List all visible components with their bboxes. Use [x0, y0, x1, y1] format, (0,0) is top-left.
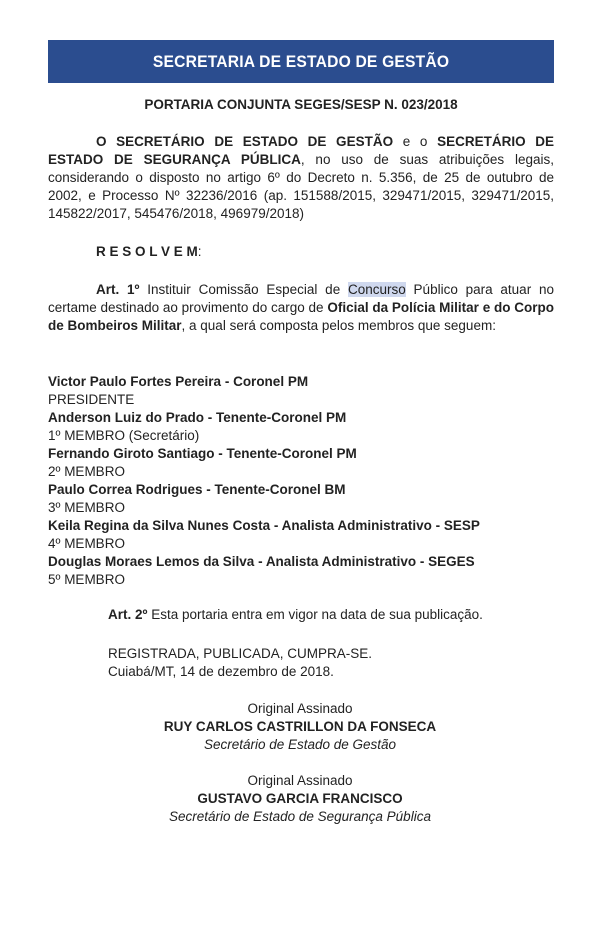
art1-text-a: Instituir Comissão Especial de [139, 282, 348, 297]
art2-label: Art. 2º [108, 607, 148, 622]
signature-name: GUSTAVO GARCIA FRANCISCO [197, 791, 403, 806]
member-name: Victor Paulo Fortes Pereira - Coronel PM [48, 374, 309, 389]
signature-title: Secretário de Estado de Segurança Pública [169, 809, 431, 824]
signature-block-gestao [0, 700, 600, 754]
art2-text: Esta portaria entra em vigor na data de sua publicação. [147, 607, 483, 622]
member-entry [48, 409, 554, 445]
portaria-title: PORTARIA CONJUNTA SEGES/SESP N. 023/2018 [144, 97, 458, 112]
signature-name: RUY CARLOS CASTRILLON DA FONSECA [163, 719, 437, 734]
art1-highlighted-word: Concurso [347, 282, 406, 297]
resolvem-heading [96, 243, 202, 261]
signature-note: Original Assinado [247, 701, 353, 716]
signature-title: Secretário de Estado de Gestão [203, 737, 397, 752]
resolvem-label: R E S O L V E M [96, 244, 198, 259]
members-list [48, 373, 554, 589]
member-entry [48, 445, 554, 481]
member-role: 1º MEMBRO (Secretário) [48, 428, 200, 443]
art1-label: Art. 1º [96, 282, 140, 297]
member-role: 2º MEMBRO [48, 464, 125, 479]
member-entry [48, 517, 554, 553]
member-role: 5º MEMBRO [48, 572, 125, 587]
member-role: PRESIDENTE [48, 392, 135, 407]
art1-cargo: Oficial da Polícia Militar e do Corpo de Bombeiros Militar [48, 300, 554, 333]
preamble-conjunction: e o [393, 134, 438, 149]
resolvem-colon: : [197, 244, 202, 259]
closing-block [108, 645, 554, 681]
member-name: Anderson Luiz do Prado - Tenente-Coronel PM [48, 410, 347, 425]
member-name: Fernando Giroto Santiago - Tenente-Coronel PM [48, 446, 357, 461]
member-name: Douglas Moraes Lemos da Silva - Analista Administrativo - SEGES [48, 554, 475, 569]
member-entry [48, 481, 554, 517]
member-name: Paulo Correa Rodrigues - Tenente-Coronel BM [48, 482, 346, 497]
member-entry [48, 553, 554, 589]
preamble-secretary-gestao: O SECRETÁRIO DE ESTADO DE GESTÃO [96, 134, 394, 149]
signature-block-seguranca [0, 772, 600, 826]
member-role: 3º MEMBRO [48, 500, 125, 515]
preamble-paragraph [48, 133, 554, 223]
member-name: Keila Regina da Silva Nunes Costa - Analista Administrativo - SESP [48, 518, 480, 533]
art2-paragraph [108, 606, 554, 624]
member-role: 4º MEMBRO [48, 536, 125, 551]
signature-note: Original Assinado [247, 773, 353, 788]
art1-text-c: , a qual será composta pelos membros que seguem: [181, 318, 496, 333]
member-entry [48, 373, 554, 409]
art1-text-b: Público para atuar no certame destinado ao provimento do cargo de [48, 282, 554, 315]
preamble-secretary-seguranca: SECRETÁRIO DE ESTADO DE SEGURANÇA PÚBLICA [48, 134, 554, 167]
closing-place-date: Cuiabá/MT, 14 de dezembro de 2018. [108, 664, 334, 679]
header-banner [48, 40, 554, 83]
preamble-text: , no uso de suas atribuições legais, considerando o disposto no artigo 6º do Decreto n. 5.356, de 25 de outubro de 2002, e Processo Nº 32236/2016 (ap. 151588/2015, 329471/2015, 329471/2015, 145822/2017, 545476/2018, 496979/2018) [48, 152, 554, 221]
art1-paragraph [48, 281, 554, 335]
banner-title: SECRETARIA DE ESTADO DE GESTÃO [152, 51, 450, 71]
closing-registrada: REGISTRADA, PUBLICADA, CUMPRA-SE. [108, 646, 373, 661]
